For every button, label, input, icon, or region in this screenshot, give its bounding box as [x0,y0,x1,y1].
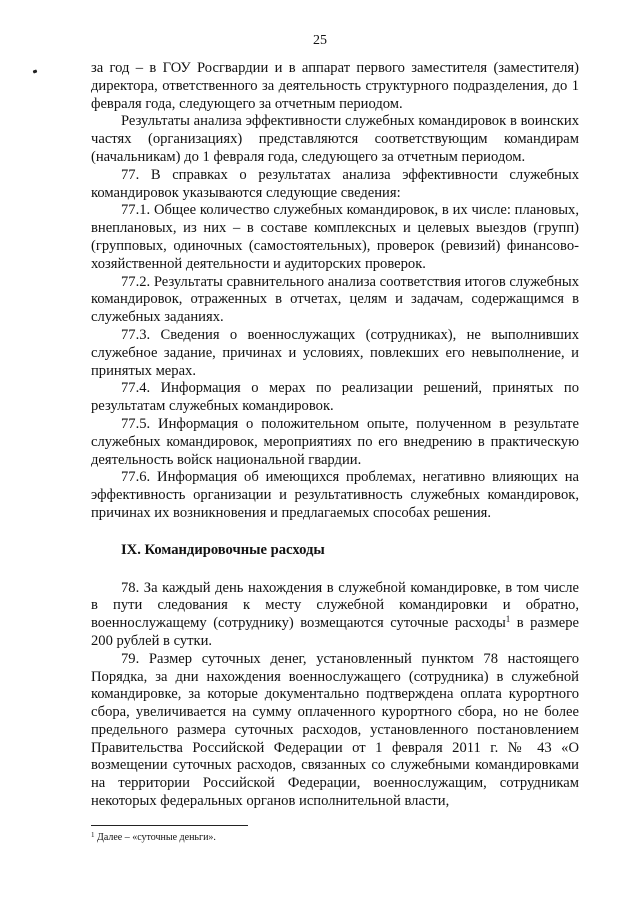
paragraph-77: 77. В справках о результатах анализа эффективности служебных командировок указываются следующие сведения: [91,166,579,201]
paragraph-78-text: 78. За каждый день нахождения в служебной командировке, в том числе в пути следования к месту служебной командировки и обратно, военнослужащему (сотруднику) возмещаются суточные расходы [91,579,579,632]
paragraph-77-6: 77.6. Информация об имеющихся проблемах, негативно влияющих на эффективность организации и результативность служебных командировок, причинах их возникновения и предлагаемых способах решения. [91,469,579,521]
document-body [91,60,579,811]
paragraph-78-end: в размере 200 рублей в сутки. [91,615,579,649]
paragraph-78 [91,580,579,651]
footnote [91,832,216,843]
footnote-text: Далее – «суточные деньги». [94,832,216,843]
paragraph-77-1: 77.1. Общее количество служебных командировок, в их числе: плановых, внеплановых, из них – в составе комплексных и целевых выездов (групп) (групповых, одиночных (самостоятельных), проверок (ревизий) финансово-хозяйственной деятельности и аудиторских проверок. [91,202,579,272]
paragraph-continuation: за год – в ГОУ Росгвардии и в аппарат первого заместителя (заместителя) директора, ответственного за деятельность структурного подразделения, до 1 февраля года, следующего за отчетным периодом. [91,60,579,112]
paragraph-77-3: 77.3. Сведения о военнослужащих (сотрудниках), не выполнивших служебное задание, причинах и условиях, повлекших его невыполнение, и принятых мерах. [91,326,579,379]
footnote-ref: 1 [505,614,511,625]
paragraph-results: Результаты анализа эффективности служебных командировок в воинских частях (организациях) представляются соответствующим командирам (начальникам) до 1 февраля года, следующего за отчетным периодом. [91,113,579,165]
page-number: 25 [313,33,327,48]
paragraph-77-5: 77.5. Информация о положительном опыте, полученном в результате служебных командировок, мероприятиях по его внедрению в практическую деятельность войск национальной гвардии. [91,415,579,468]
paragraph-77-4: 77.4. Информация о мерах по реализации решений, принятых по результатам служебных командировок. [91,380,579,415]
paragraph-79: 79. Размер суточных денег, установленный пунктом 78 настоящего Порядка, за дни нахождения военнослужащего (сотрудника) в служебной командировке, за которые документально подтверждена оплата курортного сбора, увеличивается на сумму оплаченного курортного сбора, но не более предельного размера суточных расходов, установленного постановлением Правительства Российской Федерации от 1 февраля 2011 г. № 43 «О возмещении суточных расходов, связанных со служебными командировками на территории Российской Федерации, военнослужащим, сотрудникам некоторых федеральных органов исполнительной власти, [91,650,579,810]
paragraph-77-2: 77.2. Результаты сравнительного анализа соответствия итогов служебных командировок, отраженных в отчетах, целям и задачам, содержащимся в служебных заданиях. [91,273,579,326]
scan-mark [33,69,38,73]
section-heading: IX. Командировочные расходы [121,541,325,558]
footnote-number: 1 [91,831,95,839]
footnote-divider [91,825,248,826]
